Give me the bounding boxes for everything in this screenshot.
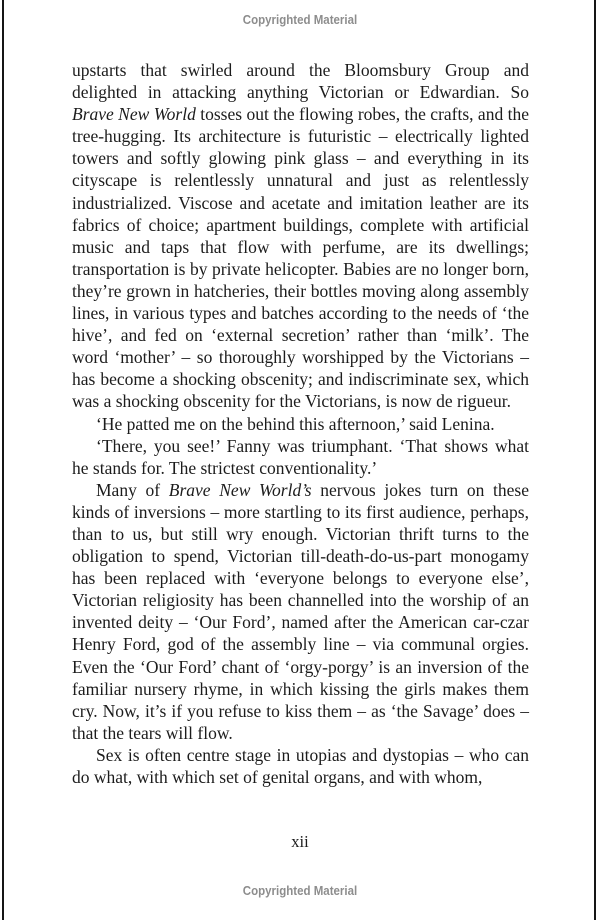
text-run: ‘There, you see!’ Fanny was triumphant. ‘That shows what he stands for. The strictest conventionality.’	[72, 435, 529, 478]
text-run: Many of	[96, 479, 169, 500]
paragraph	[72, 744, 529, 788]
paragraph	[72, 479, 529, 744]
copyright-notice-top: Copyrighted Material	[242, 13, 358, 27]
italic-text-run: Brave New World	[72, 104, 196, 125]
page-edge-left	[2, 0, 4, 920]
paragraph	[72, 413, 529, 435]
text-run: Sex is often centre stage in utopias and dystopias – who can do what, with which set of genital organs, and with whom,	[72, 744, 529, 787]
paragraph	[72, 435, 529, 479]
body-text	[72, 59, 529, 788]
page-number: xii	[291, 832, 309, 851]
text-run: upstarts that swirled around the Bloomsbury Group and delighted in attacking anything Victorian or Edwardian. So	[72, 60, 529, 103]
italic-text-run: Brave New World’s	[168, 479, 312, 500]
copyright-notice-bottom: Copyrighted Material	[242, 884, 358, 898]
paragraph	[72, 59, 529, 413]
page-edge-right	[594, 0, 596, 920]
text-run: ‘He patted me on the behind this afternoon,’ said Lenina.	[96, 413, 495, 434]
text-run: nervous jokes turn on these kinds of inversions – more startling to its first audience, perhaps, than to us, but still wry enough. Victorian thrift turns to the obligation to spend, Victorian till-death-do-us-part monogamy has been replaced with ‘everyone belongs to everyone else’, Victorian religiosity has been channelled into the worship of an invented deity – ‘Our Ford’, named after the American car-czar Henry Ford, god of the assembly line – via communal orgies. Even the ‘Our Ford’ chant of ‘orgy-porgy’ is an inversion of the familiar nursery rhyme, in which kissing the girls makes them cry. Now, it’s if you refuse to kiss them – as ‘the Savage’ does – that the tears will flow.	[72, 479, 529, 743]
text-run: tosses out the flowing robes, the crafts, and the tree-hugging. Its architecture is futuristic – electrically lighted towers and softly glowing pink glass – and everything in its cityscape is relentlessly unnatural and just as relentlessly industrialized. Viscose and acetate and imitation leather are its fabrics of choice; apartment buildings, complete with artificial music and taps that flow with perfume, are its dwellings; transportation is by private helicopter. Babies are no longer born, they’re grown in hatcheries, their bottles moving along assembly lines, in various types and batches according to the needs of ‘the hive’, and fed on ‘external secretion’ rather than ‘milk’. The word ‘mother’ – so thoroughly worshipped by the Victorians – has become a shocking obscenity; and indiscriminate sex, which was a shocking obscenity for the Victorians, is now de rigueur.	[72, 104, 529, 412]
